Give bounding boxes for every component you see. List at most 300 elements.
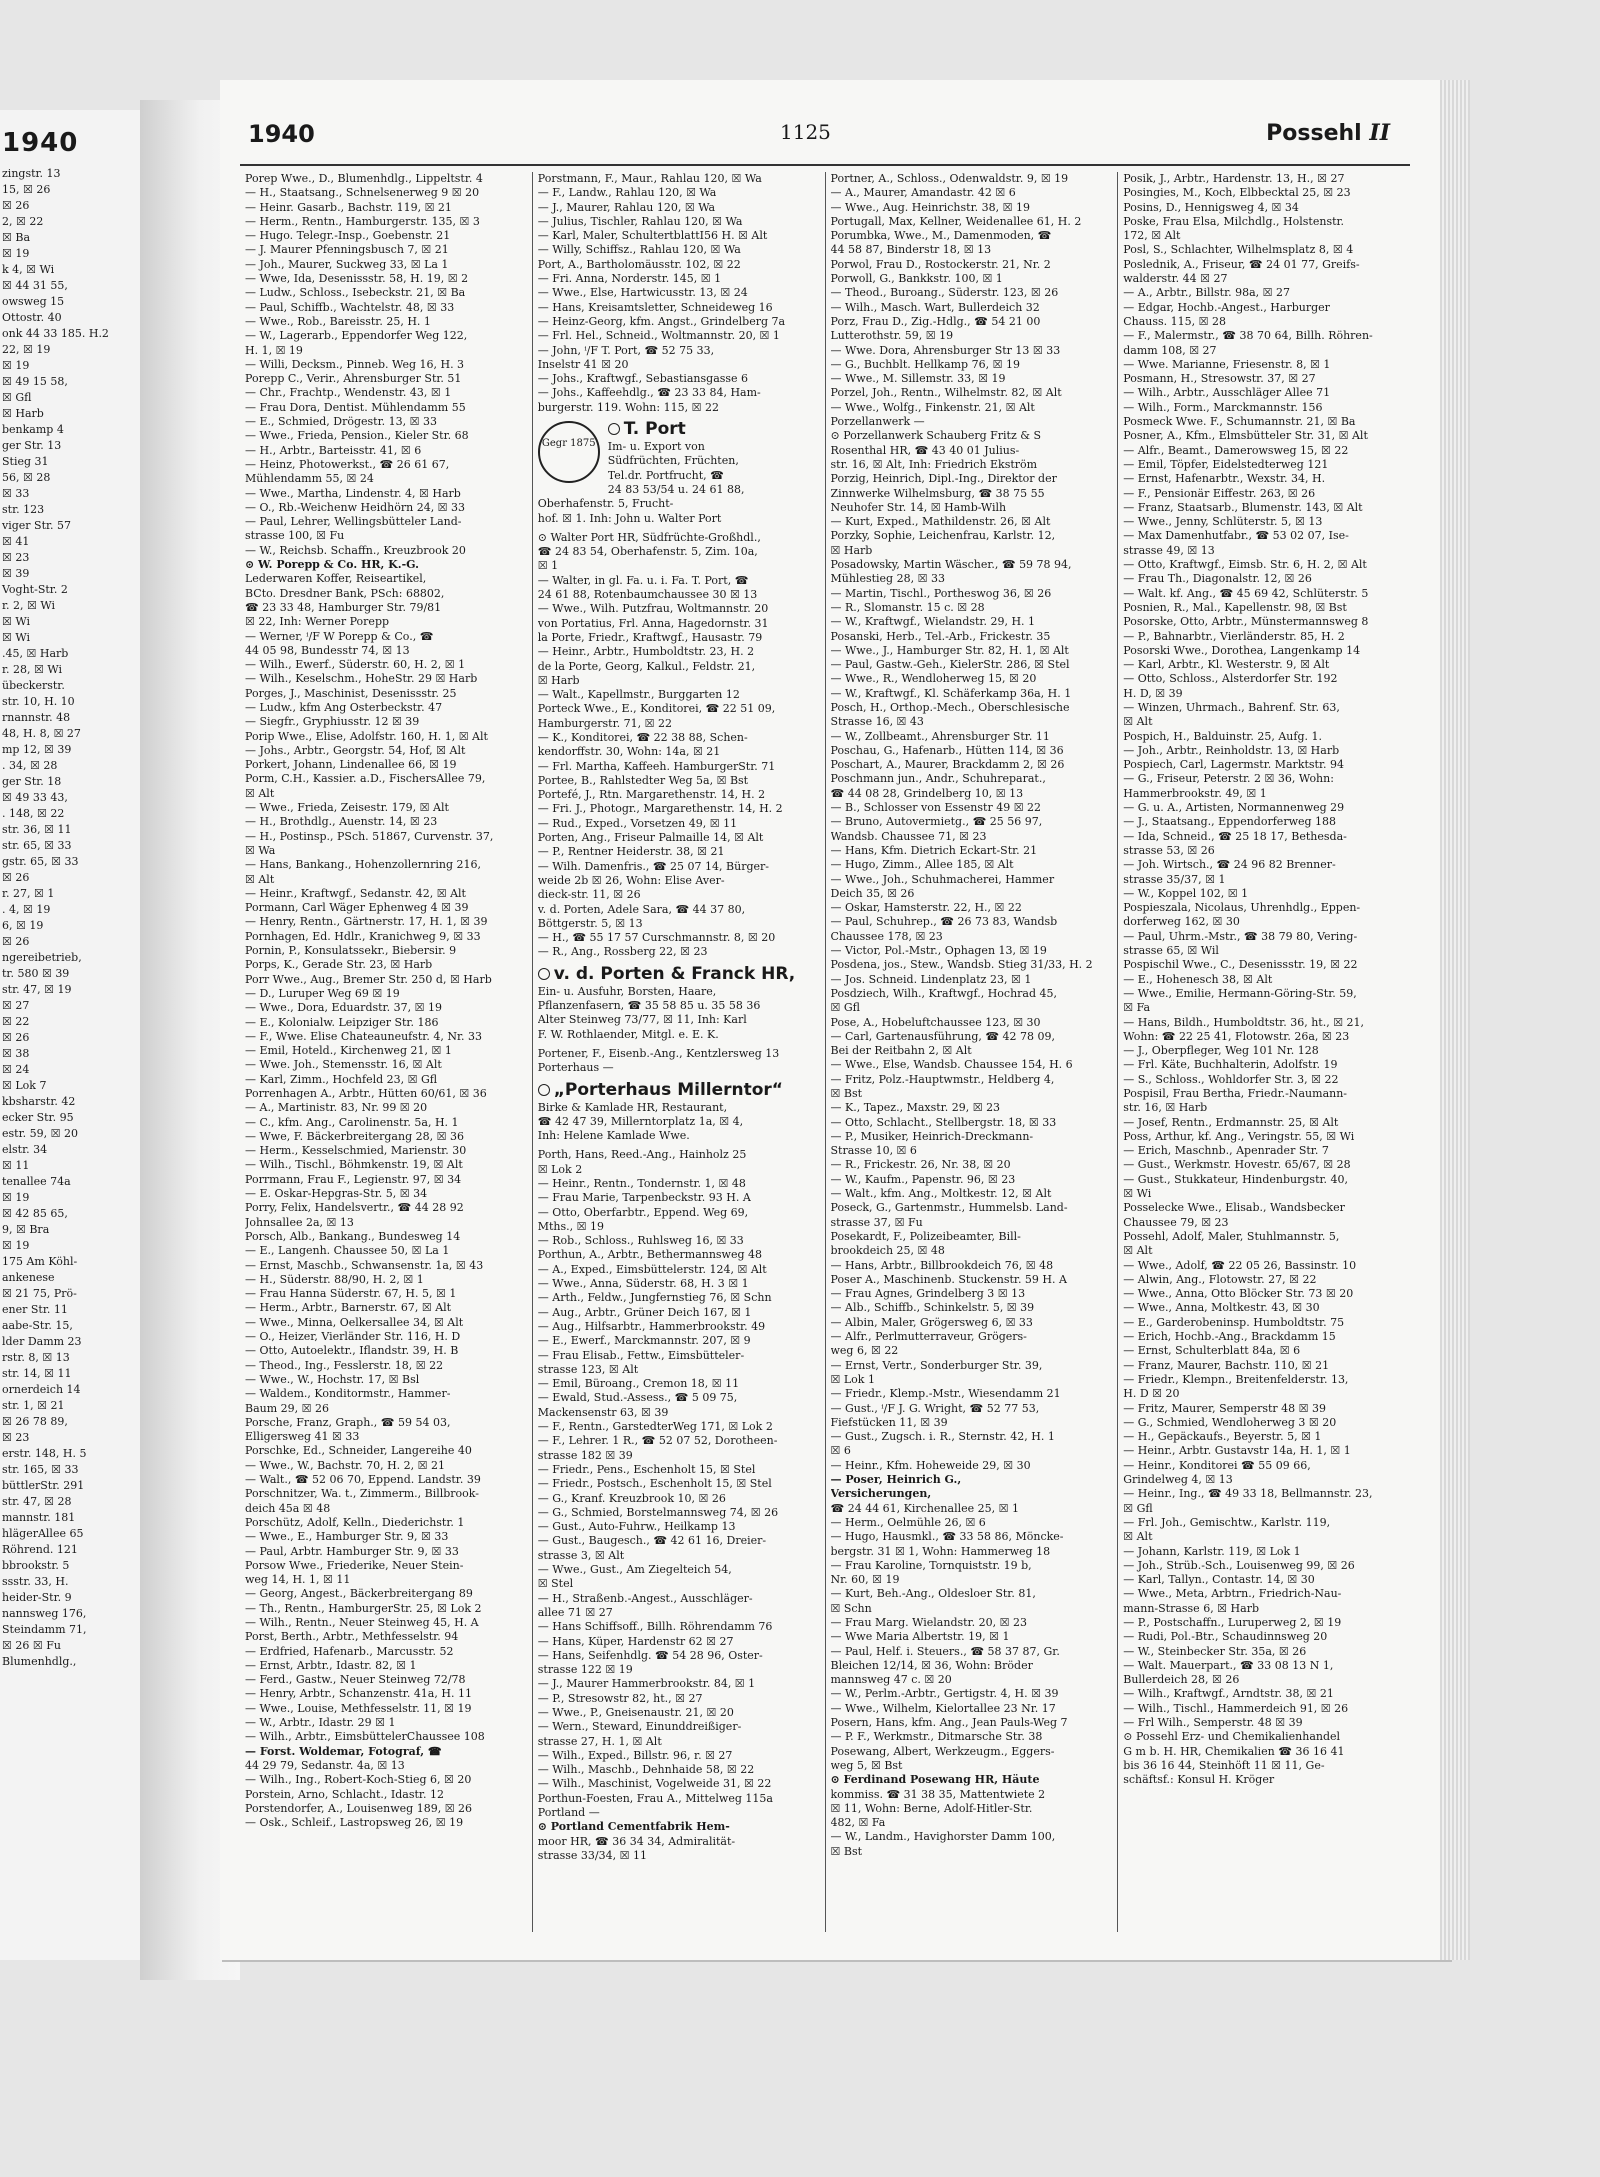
- directory-entry: — H., Straßenb.-Angest., Ausschläger-: [537, 1591, 753, 1605]
- directory-entry: — Walt., Kapellmstr., Burggarten 12: [537, 688, 740, 702]
- directory-entry: — Johs., Kraftwgf., Sebastiansgasse 6: [537, 372, 749, 386]
- advertisement-line: Oberhafenstr. 5, Frucht-: [537, 497, 674, 511]
- directory-entry: schäftsf.: Konsul H. Kröger: [1123, 1773, 1275, 1787]
- directory-entry: — G., Kranf. Kreuzbrook 10, ☒ 26: [537, 1491, 726, 1505]
- directory-entry: ☒ Bst: [830, 1087, 863, 1100]
- left-fragment-line: str. 14, ☒ 11: [2, 1367, 72, 1380]
- directory-entry: Fiefstücken 11, ☒ 39: [830, 1415, 948, 1429]
- directory-entry: ☒ Lok 1: [830, 1372, 875, 1386]
- directory-entry: Neuhofer Str. 14, ☒ Hamb-Wilh: [830, 500, 1007, 514]
- directory-entry: — F., Rentn., GarstedterWeg 171, ☒ Lok 2: [537, 1420, 773, 1434]
- directory-entry: str. 16, ☒ Harb: [1123, 1101, 1208, 1115]
- left-fragment-line: ☒ 49 15 58,: [2, 375, 68, 388]
- directory-entry: — W., Lagerarb., Eppendorfer Weg 122,: [245, 329, 468, 343]
- directory-entry: — Martin, Tischl., Portheswog 36, ☒ 26: [830, 586, 1052, 600]
- directory-entry: dorferweg 162, ☒ 30: [1123, 915, 1240, 929]
- directory-entry: — Alb., Schiffb., Schinkelstr. 5, ☒ 39: [830, 1301, 1035, 1315]
- directory-entry: bergstr. 31 ☒ 1, Wohn: Hammerweg 18: [830, 1544, 1051, 1558]
- directory-entry: ⊙ Possehl Erz- und Chemikalienhandel: [1123, 1730, 1341, 1744]
- directory-entry: Possehl, Adolf, Maler, Stuhlmannstr. 5,: [1123, 1229, 1340, 1243]
- directory-entry: ⊙ W. Porepp & Co. HR, K.-G.: [245, 558, 419, 572]
- directory-entry: — Erich, Maschnb., Apenrader Str. 7: [1123, 1144, 1329, 1158]
- directory-entry: 482, ☒ Fa: [830, 1816, 886, 1830]
- directory-entry: — G., Schmied, Wendloherweg 3 ☒ 20: [1123, 1415, 1337, 1429]
- directory-entry: Porep Wwe., D., Blumenhdlg., Lippeltstr. 4: [245, 172, 483, 185]
- directory-entry: Hamburgerstr. 71, ☒ 22: [537, 716, 672, 730]
- advertisement-line: Südfrüchten, Früchten,: [607, 454, 739, 468]
- left-fragment-line: ☒ 27: [2, 999, 30, 1012]
- directory-entry: — Wilh., Masch. Wart, Bullerdeich 32: [830, 300, 1040, 314]
- directory-entry: — Alfr., Beamt., Damerowsweg 15, ☒ 22: [1123, 443, 1349, 457]
- directory-entry: — Frau Marg. Wielandstr. 20, ☒ 23: [830, 1615, 1027, 1629]
- directory-entry: — Gust., Stukkateur, Hindenburgstr. 40,: [1123, 1172, 1349, 1186]
- left-fragment-line: 9, ☒ Bra: [2, 1223, 50, 1236]
- directory-entry: — Ludw., Schloss., Isebeckstr. 21, ☒ Ba: [245, 286, 466, 300]
- directory-entry: Chaussee 79, ☒ 23: [1123, 1215, 1229, 1229]
- directory-entry: Wohn: ☎ 22 25 41, Flotowstr. 26a, ☒ 23: [1123, 1029, 1350, 1043]
- directory-entry: — Wwe., P., Gneisenaustr. 21, ☒ 20: [537, 1705, 734, 1719]
- column-4: [1118, 172, 1410, 1932]
- company-seal: Gegr 1875: [538, 421, 600, 483]
- left-fragment-line: 15, ☒ 26: [2, 183, 51, 196]
- directory-entry: — Wwe., Anna, Otto Blöcker Str. 73 ☒ 20: [1123, 1287, 1354, 1301]
- left-fragment-line: viger Str. 57: [2, 519, 72, 532]
- directory-entry: H. D ☒ 20: [1123, 1387, 1180, 1401]
- directory-entry: ☒ Alt: [245, 872, 275, 886]
- directory-entry: — Hans, Arbtr., Billbrookdeich 76, ☒ 48: [830, 1258, 1054, 1272]
- directory-entry: — Otto, Schloss., Alsterdorfer Str. 192: [1123, 672, 1338, 686]
- directory-entry: — Wwe., E., Hamburger Str. 9, ☒ 33: [245, 1530, 449, 1544]
- directory-entry: weg 5, ☒ Bst: [830, 1758, 903, 1772]
- left-fragment-line: r. 28, ☒ Wi: [2, 663, 63, 676]
- directory-entry: Porip Wwe., Elise, Adolfstr. 160, H. 1, ☒ Alt: [245, 729, 488, 743]
- directory-entry: BCto. Dresdner Bank, PSch: 68802,: [245, 586, 445, 600]
- directory-entry: — F., Malermstr., ☎ 38 70 64, Billh. Röhren-: [1123, 329, 1373, 343]
- directory-entry: Grindelweg 4, ☒ 13: [1123, 1473, 1233, 1487]
- directory-entry: — F., Landw., Rahlau 120, ☒ Wa: [537, 186, 717, 200]
- advertisement-line: Inh: Helene Kamlade Wwe.: [537, 1129, 690, 1143]
- directory-entry: Porzig, Heinrich, Dipl.-Ing., Direktor der: [830, 472, 1057, 486]
- directory-entry: Posorske, Otto, Arbtr., Münstermannsweg 8: [1123, 615, 1369, 629]
- left-fragment-line: ☒ 38: [2, 1047, 30, 1060]
- advertisement-title: „Porterhaus Millerntor“: [538, 1080, 820, 1101]
- directory-entry: — Hans, Küper, Hardenstr 62 ☒ 27: [537, 1634, 734, 1648]
- directory-entry: — Oskar, Hamsterstr. 22, H., ☒ 22: [830, 901, 1022, 915]
- directory-entry: Rosenthal HR, ☎ 43 40 01 Julius-: [830, 443, 1020, 457]
- directory-entry: Bullerdeich 28, ☒ 26: [1123, 1673, 1240, 1687]
- directory-entry: Pormann, Carl Wäger Ephenweg 4 ☒ 39: [245, 901, 469, 915]
- directory-entry: — W., Perlm.-Arbtr., Gertigstr. 4, H. ☒ 39: [830, 1687, 1059, 1701]
- directory-entry: deich 45a ☒ 48: [245, 1501, 331, 1515]
- left-fragment-line: Steindamm 71,: [2, 1623, 87, 1636]
- directory-entry: — Wwe., Else, Hartwicusstr. 13, ☒ 24: [537, 286, 748, 300]
- left-fragment-line: str. 10, H. 10: [2, 695, 75, 708]
- left-fragment-line: ☒ Gfl: [2, 391, 32, 404]
- directory-entry: Zinnwerke Wilhelmsburg, ☎ 38 75 55: [830, 486, 1045, 500]
- directory-entry: — Albin, Maler, Grögersweg 6, ☒ 33: [830, 1315, 1033, 1329]
- directory-entry: — W., Steinbecker Str. 35a, ☒ 26: [1123, 1644, 1307, 1658]
- left-fragment-line: ☒ 23: [2, 551, 30, 564]
- adjacent-left-page: [0, 110, 143, 1960]
- left-fragment-line: ☒ Wi: [2, 631, 30, 644]
- left-fragment-line: rnannstr. 48: [2, 711, 71, 724]
- directory-entry: — Ernst, Maschb., Schwansenstr. 1a, ☒ 43: [245, 1258, 484, 1272]
- page-number: 1125: [780, 120, 831, 144]
- left-fragment-line: gstr. 65, ☒ 33: [2, 855, 79, 868]
- advertisement-entry: [538, 417, 820, 528]
- directory-entry: Posorski Wwe., Dorothea, Langenkamp 14: [1123, 643, 1361, 657]
- directory-entry: Porterhaus —: [537, 1061, 614, 1075]
- directory-entry: — Paul, Gastw.-Geh., KielerStr. 286, ☒ Stel: [830, 658, 1070, 672]
- left-fragment-line: ☒ 19: [2, 247, 30, 260]
- column-3: [826, 172, 1119, 1932]
- directory-entry: ☎ 24 44 61, Kirchenallee 25, ☒ 1: [830, 1501, 1019, 1515]
- directory-entry: Poske, Frau Elsa, Milchdlg., Holstenstr.: [1123, 214, 1345, 228]
- directory-entry: — Osk., Schleif., Lastropsweg 26, ☒ 19: [245, 1816, 464, 1830]
- directory-entry: — Ernst, Hafenarbtr., Wexstr. 34, H.: [1123, 472, 1326, 486]
- left-fragment-line: benkamp 4: [2, 423, 64, 436]
- directory-entry: — Walt., ☎ 52 06 70, Eppend. Landstr. 39: [245, 1473, 481, 1487]
- page-stack-edge: [1440, 80, 1470, 1960]
- left-fragment-line: 175 Am Köhl-: [2, 1255, 78, 1268]
- left-fragment-line: ger Str. 18: [2, 775, 62, 788]
- directory-entry: — Heinr., Arbtr. Gustavstr 14a, H. 1, ☒ 1: [1123, 1444, 1351, 1458]
- directory-entry: Pospisil, Frau Bertha, Friedr.-Naumann-: [1123, 1087, 1348, 1100]
- directory-entry: Porwol, Frau D., Rostockerstr. 21, Nr. 2: [830, 257, 1051, 271]
- directory-entry: — Wwe., J., Hamburger Str. 82, H. 1, ☒ Alt: [830, 643, 1069, 657]
- directory-entry: walderstr. 44 ☒ 27: [1123, 272, 1228, 286]
- directory-entry: — Frl. Hel., Schneid., Woltmannstr. 20, ☒ 1: [537, 329, 780, 343]
- directory-entry: — Frl. Käte, Buchhalterin, Adolfstr. 19: [1123, 1058, 1338, 1072]
- left-fragment-line: ☒ 11: [2, 1159, 30, 1172]
- directory-entry: — Edgar, Hochb.-Angest., Harburger: [1123, 300, 1330, 314]
- directory-entry: Posner, A., Kfm., Elmsbütteler Str. 31, ☒ Alt: [1123, 429, 1368, 443]
- directory-entry: — Wwe., Jenny, Schlüterstr. 5, ☒ 13: [1123, 515, 1323, 529]
- left-fragment-line: 6, ☒ 19: [2, 919, 44, 932]
- directory-entry: — Otto, Autoelektr., Iflandstr. 39, H. B: [245, 1344, 459, 1358]
- directory-entry: Elligersweg 41 ☒ 33: [245, 1430, 360, 1444]
- directory-entry: — Wwe., R., Wendloherweg 15, ☒ 20: [830, 672, 1037, 686]
- directory-entry: mann-Strasse 6, ☒ Harb: [1123, 1601, 1259, 1615]
- directory-entry: — H., Arbtr., Barteisstr. 41, ☒ 6: [245, 443, 422, 457]
- directory-entry: — Wwe., M. Sillemstr. 33, ☒ 19: [830, 372, 1006, 386]
- advertisement-line: Tel.dr. Portfrucht, ☎: [607, 468, 724, 482]
- directory-entry: strasse 100, ☒ Fu: [245, 529, 345, 543]
- left-fragment-line: tr. 580 ☒ 39: [2, 967, 70, 980]
- directory-entry: — A., Martinistr. 83, Nr. 99 ☒ 20: [245, 1101, 428, 1115]
- directory-entry: — Alwin, Ang., Flotowstr. 27, ☒ 22: [1123, 1272, 1317, 1286]
- directory-entry: — J., Staatsang., Eppendorferweg 188: [1123, 815, 1337, 829]
- directory-entry: 24 61 88, Rotenbaumchaussee 30 ☒ 13: [537, 588, 758, 602]
- directory-entry: Porstmann, F., Maur., Rahlau 120, ☒ Wa: [537, 172, 762, 185]
- directory-entry: — W., Kaufm., Papenstr. 96, ☒ 23: [830, 1172, 1016, 1186]
- directory-entry: — Alfr., Perlmutterraveur, Grögers-: [830, 1330, 1027, 1344]
- directory-entry: Porth, Hans, Reed.-Ang., Hainholz 25: [537, 1148, 747, 1162]
- directory-entry: brookdeich 25, ☒ 48: [830, 1244, 945, 1258]
- directory-entry: Porstendorfer, A., Louisenweg 189, ☒ 26: [245, 1801, 473, 1815]
- directory-entry: Strasse 10, ☒ 6: [830, 1144, 917, 1158]
- directory-entry: — Wwe., Anna, Moltkestr. 43, ☒ 30: [1123, 1301, 1320, 1315]
- directory-entry: — Wilh., Ewerf., Süderstr. 60, H. 2, ☒ 1: [245, 658, 466, 672]
- directory-entry: — Emil, Hoteld., Kirchenweg 21, ☒ 1: [245, 1044, 452, 1058]
- directory-entry: — W., Zollbeamt., Ahrensburger Str. 11: [830, 729, 1050, 743]
- directory-entry: strasse 33/34, ☒ 11: [537, 1848, 647, 1862]
- directory-entry: Portland —: [537, 1806, 600, 1820]
- left-fragment-line: 2, ☒ 22: [2, 215, 44, 228]
- left-fragment-line: mannstr. 181: [2, 1511, 76, 1524]
- left-fragment-line: ener Str. 11: [2, 1303, 68, 1316]
- directory-entry: str. 16, ☒ Alt, Inh: Friedrich Ekström: [830, 457, 1038, 471]
- directory-entry: — Wwe., Anna, Süderstr. 68, H. 3 ☒ 1: [537, 1277, 749, 1291]
- directory-entry: Poseck, G., Gartenmstr., Hummelsb. Land-: [830, 1201, 1068, 1215]
- directory-entry: — Wwe., Wilhelm, Kielortallee 23 Nr. 17: [830, 1701, 1056, 1715]
- left-fragment-line: str. 36, ☒ 11: [2, 823, 72, 836]
- directory-entry: — Aug., Hilfsarbtr., Hammerbrookstr. 49: [537, 1319, 766, 1333]
- directory-entry: — Wilh., Rentn., Neuer Steinweg 45, H. A: [245, 1615, 479, 1629]
- directory-entry: Strasse 16, ☒ 43: [830, 715, 924, 729]
- directory-entry: ⊙ Portland Cementfabrik Hem-: [537, 1820, 730, 1834]
- directory-entry: — F., Wwe. Elise Chateauneufstr. 4, Nr. 33: [245, 1029, 482, 1043]
- left-fragment-line: ger Str. 13: [2, 439, 62, 452]
- directory-entry: Posdziech, Wilh., Kraftwgf., Hochrad 45,: [830, 986, 1058, 1000]
- directory-entry: Posins, D., Hennigsweg 4, ☒ 34: [1123, 200, 1299, 214]
- advertisement-line: F. W. Rothlaender, Mitgl. e. E. K.: [537, 1027, 719, 1041]
- directory-entry: — Otto, Schlacht., Stellbergstr. 18, ☒ 33: [830, 1115, 1057, 1129]
- directory-entry: von Portatius, Frl. Anna, Hagedornstr. 31: [537, 616, 769, 630]
- left-fragment-line: ☒ 26 ☒ Fu: [2, 1639, 61, 1652]
- directory-entry: — O., Heizer, Vierländer Str. 116, H. D: [245, 1330, 461, 1344]
- directory-entry: — Gust., Baugesch., ☎ 42 61 16, Dreier-: [537, 1534, 767, 1548]
- left-fragment-line: nannsweg 176,: [2, 1607, 87, 1620]
- directory-entry: — Rud., Exped., Vorsetzen 49, ☒ 11: [537, 816, 738, 830]
- directory-entry: — Rob., Schloss., Ruhlsweg 16, ☒ 33: [537, 1234, 744, 1248]
- directory-entry: — Henry, Arbtr., Schanzenstr. 41a, H. 11: [245, 1687, 472, 1701]
- directory-entry: strasse 49, ☒ 13: [1123, 543, 1215, 557]
- directory-entry: — Wilh., Arbtr., Ausschläger Allee 71: [1123, 386, 1331, 400]
- left-fragment-line: str. 165, ☒ 33: [2, 1463, 79, 1476]
- directory-entry: — G. u. A., Artisten, Normannenweg 29: [1123, 801, 1345, 815]
- directory-entry: — Joh., Strüb.-Sch., Louisenweg 99, ☒ 26: [1123, 1558, 1355, 1572]
- directory-entry: Baum 29, ☒ 26: [245, 1401, 329, 1415]
- left-fragment-line: ☒ 39: [2, 567, 30, 580]
- directory-entry: Chauss. 115, ☒ 28: [1123, 314, 1227, 328]
- directory-entry: Porstein, Arno, Schlacht., Idastr. 12: [245, 1787, 444, 1801]
- directory-entry: Posmeck Wwe. F., Schumannstr. 21, ☒ Ba: [1123, 415, 1356, 429]
- left-fragment-line: ☒ 49 33 43,: [2, 791, 68, 804]
- directory-entry: Bei der Reitbahn 2, ☒ Alt: [830, 1044, 972, 1058]
- directory-entry: ☒ Gfl: [830, 1001, 860, 1015]
- left-fragment-line: zingstr. 13: [2, 167, 61, 180]
- directory-entry: — Frau Th., Diagonalstr. 12, ☒ 26: [1123, 572, 1312, 586]
- directory-entry: Porschnitzer, Wa. t., Zimmerm., Billbrook-: [245, 1487, 479, 1501]
- left-fragment-line: Röhrend. 121: [2, 1543, 78, 1556]
- directory-entry: — Henry, Rentn., Gärtnerstr. 17, H. 1, ☒ 39: [245, 915, 488, 929]
- directory-entry: — K., Konditorei, ☎ 22 38 88, Schen-: [537, 730, 748, 744]
- advertisement-line: ☎ 42 47 39, Millerntorplatz 1a, ☒ 4,: [537, 1114, 744, 1128]
- directory-entry: Porsche, Franz, Graph., ☎ 59 54 03,: [245, 1415, 451, 1429]
- directory-entry: — P., Rentner Heiderstr. 38, ☒ 21: [537, 845, 725, 859]
- directory-entry: — Hans Schiffsoff., Billh. Röhrendamm 76: [537, 1620, 773, 1634]
- directory-entry: H. D, ☒ 39: [1123, 686, 1183, 700]
- directory-entry: — Karl, Arbtr., Kl. Westerstr. 9, ☒ Alt: [1123, 658, 1330, 672]
- directory-entry: Poser A., Maschinenb. Stuckenstr. 59 H. A: [830, 1272, 1067, 1286]
- directory-entry: Porsch, Alb., Bankang., Bundesweg 14: [245, 1229, 461, 1243]
- directory-entry: — Herm., Rentn., Hamburgerstr. 135, ☒ 3: [245, 214, 480, 228]
- directory-entry: — Wwe., Meta, Arbtrn., Friedrich-Nau-: [1123, 1587, 1342, 1601]
- directory-entry: — Wwe. Marianne, Friesenstr. 8, ☒ 1: [1123, 357, 1331, 371]
- directory-entry: — Gust., ⁱ/F J. G. Wright, ☎ 52 77 53,: [830, 1401, 1040, 1415]
- directory-entry: Porthun, A., Arbtr., Bethermannsweg 48: [537, 1248, 763, 1262]
- directory-entry: — Wwe., W., Bachstr. 70, H. 2, ☒ 21: [245, 1458, 446, 1472]
- advertisement-line: hof. ☒ 1. Inh: John u. Walter Port: [537, 511, 722, 525]
- directory-entry: — P., Stresowstr 82, ht., ☒ 27: [537, 1691, 703, 1705]
- directory-entry: — H., Brothdlg., Auenstr. 14, ☒ 23: [245, 815, 438, 829]
- directory-entry: Posch, H., Orthop.-Mech., Oberschlesische: [830, 700, 1070, 714]
- directory-entry: — Heinz, Photowerkst., ☎ 26 61 67,: [245, 457, 450, 471]
- directory-entry: Böttgerstr. 5, ☒ 13: [537, 916, 643, 930]
- directory-entry: — Josef, Rentn., Erdmannstr. 25, ☒ Alt: [1123, 1115, 1339, 1129]
- directory-entry: Pose, A., Hobeluftchaussee 123, ☒ 30: [830, 1015, 1041, 1029]
- directory-entry: ☒ Fa: [1123, 1001, 1151, 1015]
- directory-entry: — J., Oberpfleger, Weg 101 Nr. 128: [1123, 1044, 1319, 1058]
- directory-entry: Porkert, Johann, Lindenallee 66, ☒ 19: [245, 758, 457, 772]
- directory-columns: [240, 172, 1410, 1932]
- directory-entry: — P., Musiker, Heinrich-Dreckmann-: [830, 1129, 1034, 1143]
- left-fragment-line: Stieg 31: [2, 455, 49, 468]
- directory-entry: — Wwe, Ida, Desenissstr. 58, H. 19, ☒ 2: [245, 272, 469, 286]
- directory-entry: Pornin, P., Konsulatssekr., Biebersir. 9: [245, 944, 457, 958]
- directory-entry: ☒ Harb: [830, 543, 873, 557]
- directory-entry: — J., Maurer, Rahlau 120, ☒ Wa: [537, 200, 716, 214]
- directory-entry: — Ernst, Schulterblatt 84a, ☒ 6: [1123, 1344, 1301, 1358]
- directory-entry: Portugall, Max, Kellner, Weidenallee 61, H. 2: [830, 214, 1082, 228]
- directory-entry: Chaussee 178, ☒ 23: [830, 929, 943, 943]
- directory-entry: — F., Pensionär Eiffestr. 263, ☒ 26: [1123, 486, 1316, 500]
- directory-entry: — Gust., Zugsch. i. R., Sternstr. 42, H. 1: [830, 1430, 1055, 1444]
- directory-entry: — Wwe., Martha, Lindenstr. 4, ☒ Harb: [245, 486, 461, 500]
- directory-entry: — Frau Elisab., Fettw., Eimsbütteler-: [537, 1348, 745, 1362]
- left-fragment-line: ☒ 26: [2, 199, 30, 212]
- left-fragment-line: ☒ 21 75, Prö-: [2, 1287, 77, 1300]
- directory-entry: ☒ Wi: [1123, 1187, 1152, 1201]
- directory-entry: — E. Oskar-Hepgras-Str. 5, ☒ 34: [245, 1187, 428, 1201]
- left-fragment-line: tenallee 74a: [2, 1175, 71, 1188]
- directory-entry: — Herm., Oelmühle 26, ☒ 6: [830, 1515, 986, 1529]
- left-fragment-line: büttlerStr. 291: [2, 1479, 85, 1492]
- directory-entry: — Hans, Bildh., Humboldtstr. 36, ht., ☒ 21,: [1123, 1015, 1365, 1029]
- directory-entry: — Johs., Arbtr., Georgstr. 54, Hof, ☒ Alt: [245, 743, 466, 757]
- directory-entry: — Paul, Uhrm.-Mstr., ☎ 38 79 80, Vering-: [1123, 929, 1358, 943]
- left-fragment-line: ☒ 33: [2, 487, 30, 500]
- directory-entry: Lederwaren Koffer, Reiseartikel,: [245, 572, 427, 586]
- directory-entry: Porrenhagen A., Arbtr., Hütten 60/61, ☒ 36: [245, 1087, 487, 1100]
- advertisement-line: Im- u. Export von: [607, 440, 705, 454]
- directory-entry: weide 2b ☒ 26, Wohn: Elise Aver-: [537, 873, 725, 887]
- telephone-mark-icon: [608, 423, 620, 435]
- directory-entry: ☒ 22, Inh: Werner Porepp: [245, 615, 390, 629]
- directory-entry: strasse 53, ☒ 26: [1123, 843, 1215, 857]
- directory-entry: — Wwe., Joh., Schuhmacherei, Hammer: [830, 872, 1055, 886]
- directory-entry: — Ewald, Stud.-Assess., ☎ 5 09 75,: [537, 1391, 738, 1405]
- directory-entry: — Willy, Schiffsz., Rahlau 120, ☒ Wa: [537, 243, 741, 257]
- directory-entry: Portner, A., Schloss., Odenwaldstr. 9, ☒ 19: [830, 172, 1069, 185]
- directory-entry: — E., Kolonialw. Leipziger Str. 186: [245, 1015, 439, 1029]
- directory-entry: — W., Kraftwgf., Kl. Schäferkamp 36a, H. 1: [830, 686, 1072, 700]
- directory-entry: 44 29 79, Sedanstr. 4a, ☒ 13: [245, 1758, 405, 1772]
- directory-entry: — W., Arbtr., Idastr. 29 ☒ 1: [245, 1716, 396, 1730]
- left-fragment-line: 56, ☒ 28: [2, 471, 51, 484]
- directory-entry: — Johann, Karlstr. 119, ☒ Lok 1: [1123, 1544, 1301, 1558]
- directory-entry: kendorffstr. 30, Wohn: 14a, ☒ 21: [537, 745, 721, 759]
- directory-entry: Porthun-Foesten, Frau A., Mittelweg 115a: [537, 1791, 773, 1805]
- directory-entry: — W., Reichsb. Schaffn., Kreuzbrook 20: [245, 543, 466, 557]
- directory-entry: — Wilh., Form., Marckmannstr. 156: [1123, 400, 1323, 414]
- directory-entry: — Paul, Lehrer, Wellingsbütteler Land-: [245, 515, 462, 529]
- directory-entry: 172, ☒ Alt: [1123, 229, 1181, 243]
- directory-entry: Lutterothstr. 59, ☒ 19: [830, 329, 954, 343]
- directory-entry: — Wilh., Maschinist, Vogelweide 31, ☒ 22: [537, 1777, 772, 1791]
- directory-entry: — Wwe. Joh., Stemensstr. 16, ☒ Alt: [245, 1058, 442, 1072]
- directory-entry: Porzel, Joh., Rentn., Wilhelmstr. 82, ☒ Alt: [830, 386, 1062, 400]
- directory-entry: — Heinr., Arbtr., Humboldtstr. 23, H. 2: [537, 645, 755, 659]
- left-fragment-line: ☒ 24: [2, 1063, 30, 1076]
- directory-entry: — P., Postschaffn., Luruperweg 2, ☒ 19: [1123, 1615, 1342, 1629]
- directory-entry: — Fri. Anna, Norderstr. 145, ☒ 1: [537, 272, 722, 286]
- directory-entry: — Frau Karoline, Tornquiststr. 19 b,: [830, 1558, 1032, 1572]
- directory-entry: Portee, B., Rahlstedter Weg 5a, ☒ Bst: [537, 773, 749, 787]
- directory-entry: ☒ Alt: [1123, 1244, 1153, 1258]
- left-fragment-line: kbsharstr. 42: [2, 1095, 76, 1108]
- directory-entry: — Werner, ⁱ/F W Porepp & Co., ☎: [245, 629, 434, 643]
- directory-entry: — Forst. Woldemar, Fotograf, ☎: [245, 1744, 442, 1758]
- directory-entry: — Wwe., Rob., Bareisstr. 25, H. 1: [245, 314, 431, 328]
- left-fragment-line: str. 123: [2, 503, 45, 516]
- directory-entry: ☒ 11, Wohn: Berne, Adolf-Hitler-Str.: [830, 1801, 1033, 1815]
- directory-entry: — Wwe, F. Bäckerbreitergang 28, ☒ 36: [245, 1129, 464, 1143]
- header-keyword: Possehl II: [1266, 120, 1390, 146]
- directory-entry: — Hans, Seifenhdlg. ☎ 54 28 96, Oster-: [537, 1648, 763, 1662]
- directory-entry: Porten, Ang., Friseur Palmaille 14, ☒ Alt: [537, 831, 764, 845]
- left-fragment-line: bbrookstr. 5: [2, 1559, 70, 1572]
- directory-entry: Posik, J., Arbtr., Hardenstr. 13, H., ☒ 27: [1123, 172, 1345, 185]
- directory-entry: Porsow Wwe., Friederike, Neuer Stein-: [245, 1558, 464, 1572]
- directory-entry: — Theod., Ing., Fesslerstr. 18, ☒ 22: [245, 1358, 444, 1372]
- directory-entry: — Frau Hanna Süderstr. 67, H. 5, ☒ 1: [245, 1287, 457, 1301]
- directory-entry: — Franz, Maurer, Bachstr. 110, ☒ 21: [1123, 1358, 1330, 1372]
- directory-entry: Posmann, H., Stresowstr. 37, ☒ 27: [1123, 372, 1316, 386]
- left-fragment-line: aabe-Str. 15,: [2, 1319, 73, 1332]
- directory-entry: Porry, Felix, Handelsvertr., ☎ 44 28 92: [245, 1201, 464, 1215]
- directory-entry: — Friedr., Klemp.-Mstr., Wiesendamm 21: [830, 1387, 1061, 1401]
- directory-entry: — Frl Wilh., Semperstr. 48 ☒ 39: [1123, 1716, 1303, 1730]
- directory-entry: — Winzen, Uhrmach., Bahrenf. Str. 63,: [1123, 700, 1340, 714]
- left-fragment-line: ☒ Lok 7: [2, 1079, 47, 1092]
- directory-entry: — Wwe., Gust., Am Ziegelteich 54,: [537, 1563, 732, 1577]
- directory-entry: — Hans, Bankang., Hohenzollernring 216,: [245, 858, 482, 872]
- left-fragment-line: heider-Str. 9: [2, 1591, 72, 1604]
- column-1: [240, 172, 533, 1932]
- directory-entry: Posl, S., Schlachter, Wilhelmsplatz 8, ☒ 4: [1123, 243, 1354, 257]
- directory-entry: strasse 65, ☒ Wil: [1123, 944, 1219, 958]
- directory-entry: — Frau Agnes, Grindelberg 3 ☒ 13: [830, 1287, 1026, 1301]
- directory-entry: moor HR, ☎ 36 34 34, Admiralität-: [537, 1834, 736, 1848]
- directory-entry: — Fritz, Polz.-Hauptwmstr., Heldberg 4,: [830, 1072, 1055, 1086]
- left-fragment-line: ☒ 42 85 65,: [2, 1207, 68, 1220]
- directory-entry: — Wwe Maria Albertstr. 19, ☒ 1: [830, 1630, 1010, 1644]
- directory-entry: — Paul, Arbtr. Hamburger Str. 9, ☒ 33: [245, 1544, 459, 1558]
- left-fragment-line: ☒ Ba: [2, 231, 30, 244]
- directory-entry: weg 6, ☒ 22: [830, 1344, 899, 1358]
